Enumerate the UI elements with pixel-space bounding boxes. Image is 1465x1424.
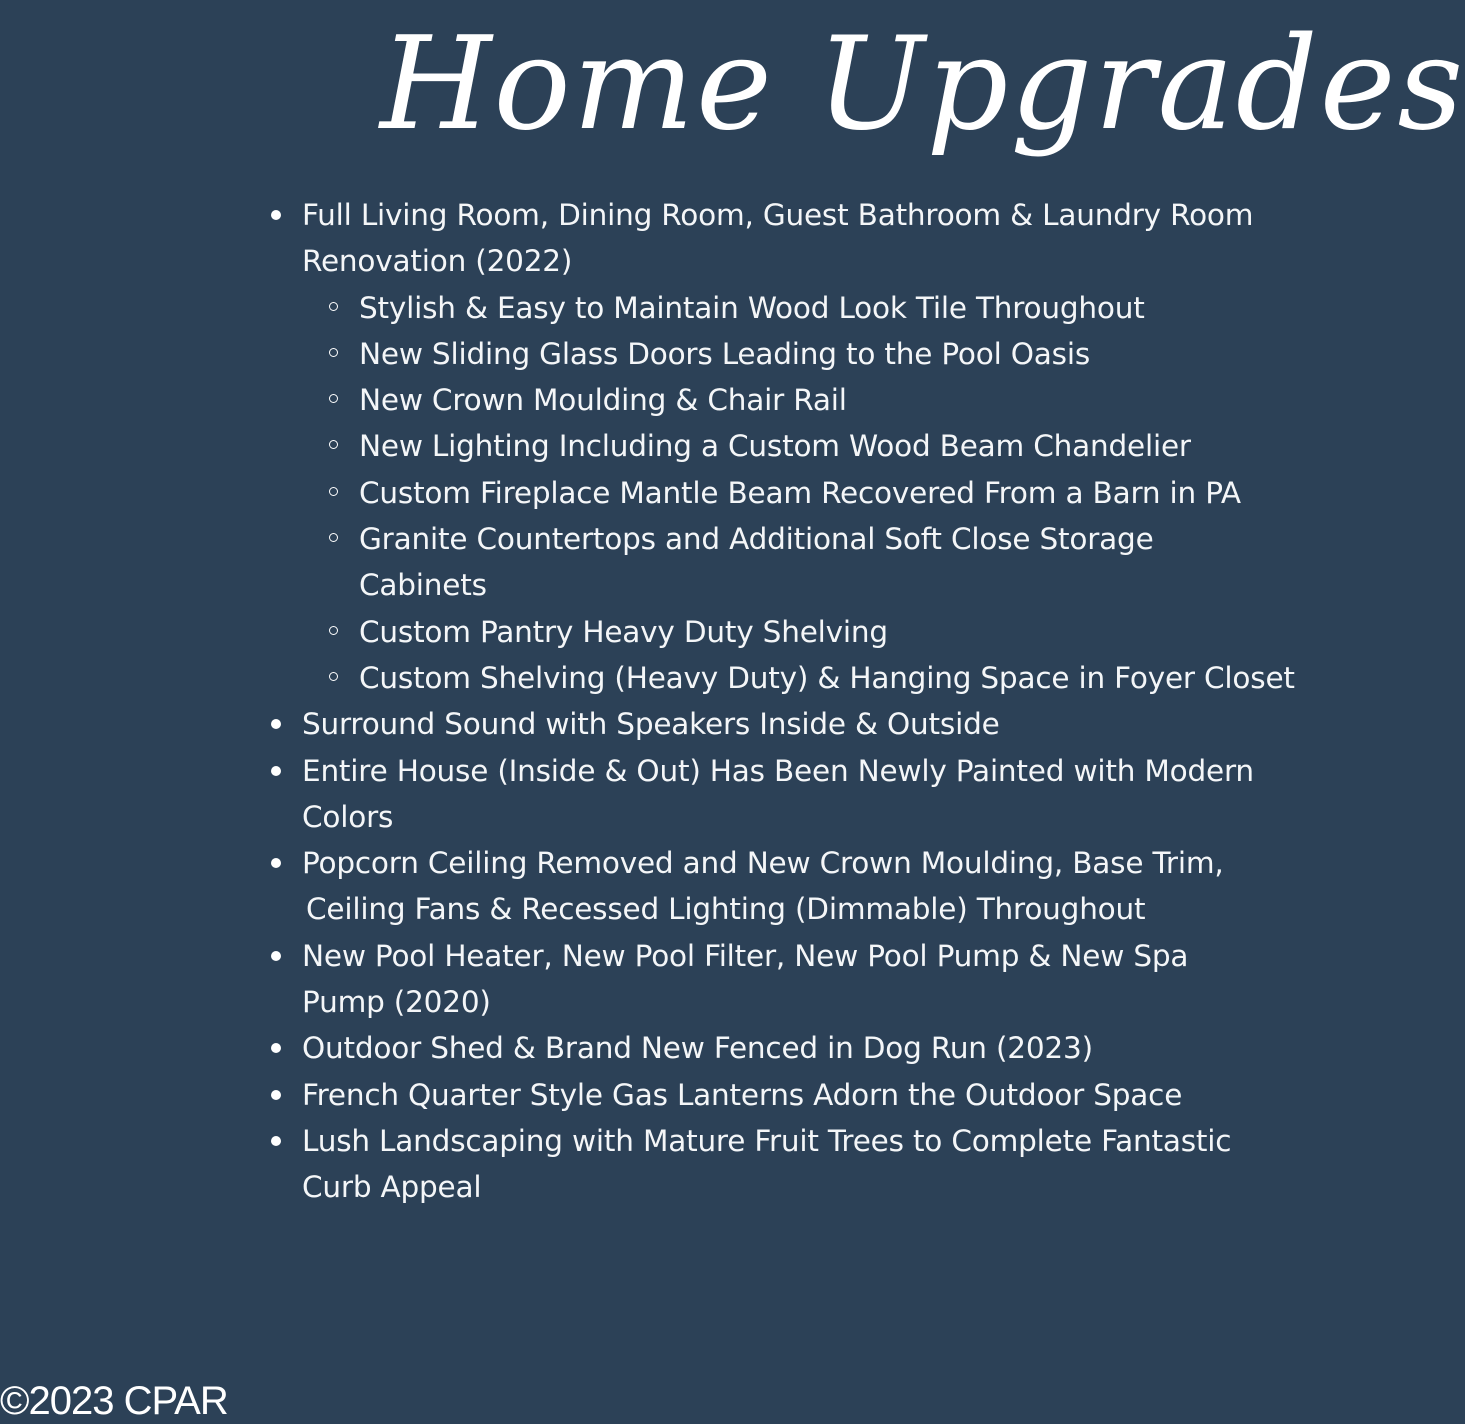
list-item-line: Surround Sound with Speakers Inside & Outside [302,707,1000,742]
bullet-circle-icon [329,487,338,496]
sub-list-item [359,285,1341,331]
sub-list-item [359,470,1341,516]
list-item-line: Outdoor Shed & Brand New Fenced in Dog Run (2023) [302,1031,1093,1066]
bullet-circle-icon [329,672,338,681]
sub-list-item [359,331,1341,377]
sub-list-item-text: New Lighting Including a Custom Wood Beam Chandelier [359,429,1191,464]
sub-list-item [359,423,1341,469]
bullet-dot-icon [271,951,281,961]
sub-list-item [359,609,1341,655]
bullet-circle-icon [329,348,338,357]
list-item-line: New Pool Heater, New Pool Filter, New Pool Pump & New Spa [302,938,1189,973]
list-item-line: Ceiling Fans & Recessed Lighting (Dimmable) Throughout [306,892,1146,927]
sub-list-item-line: Granite Countertops and Additional Soft Close Storage [359,522,1154,557]
list-item [302,1025,1341,1071]
sub-list-item-text: Custom Fireplace Mantle Beam Recovered From a Barn in PA [359,475,1241,510]
list-item [302,1072,1341,1118]
bullet-dot-icon [271,210,281,220]
list-item [302,748,1341,841]
bullet-dot-icon [271,858,281,868]
list-item [302,1118,1341,1211]
list-item-line: Lush Landscaping with Mature Fruit Trees to Complete Fantastic [302,1123,1232,1158]
list-item [302,701,1341,747]
sub-list-item-text: New Sliding Glass Doors Leading to the Pool Oasis [359,336,1090,371]
upgrades-list [302,192,1341,1211]
sub-list-item [359,655,1341,701]
list-item-line: Renovation (2022) [302,244,573,279]
sub-list-item [359,516,1341,609]
bullet-circle-icon [329,394,338,403]
list-item [302,192,1341,701]
sub-list-item-text: Custom Pantry Heavy Duty Shelving [359,614,888,649]
bullet-circle-icon [329,533,338,542]
list-item [302,933,1341,1026]
copyright-notice: ©2023 CPAR [0,1379,228,1423]
list-item-line: French Quarter Style Gas Lanterns Adorn the Outdoor Space [302,1077,1183,1112]
bullet-dot-icon [271,719,281,729]
bullet-dot-icon [271,1043,281,1053]
list-item-line: Colors [302,799,394,834]
bullet-dot-icon [271,1136,281,1146]
bullet-circle-icon [329,626,338,635]
bullet-circle-icon [329,302,338,311]
sub-list-item-text: Custom Shelving (Heavy Duty) & Hanging Space in Foyer Closet [359,660,1295,695]
list-item-line: Popcorn Ceiling Removed and New Crown Moulding, Base Trim, [302,846,1224,881]
list-item-line: Curb Appeal [302,1170,482,1205]
sub-list-item-line: Cabinets [359,568,487,603]
bullet-dot-icon [271,1090,281,1100]
bullet-dot-icon [271,766,281,776]
sub-list-item-text: Stylish & Easy to Maintain Wood Look Tile Throughout [359,290,1145,325]
sub-list [302,285,1341,702]
sub-list-item-text: New Crown Moulding & Chair Rail [359,383,847,418]
list-item-line: Pump (2020) [302,985,491,1020]
list-item [302,840,1341,933]
sub-list-item [359,377,1341,423]
list-item-line: Entire House (Inside & Out) Has Been Newly Painted with Modern [302,753,1254,788]
page-title: Home Upgrades [380,10,1465,159]
list-item-line: Full Living Room, Dining Room, Guest Bathroom & Laundry Room [302,198,1254,232]
bullet-circle-icon [329,440,338,449]
